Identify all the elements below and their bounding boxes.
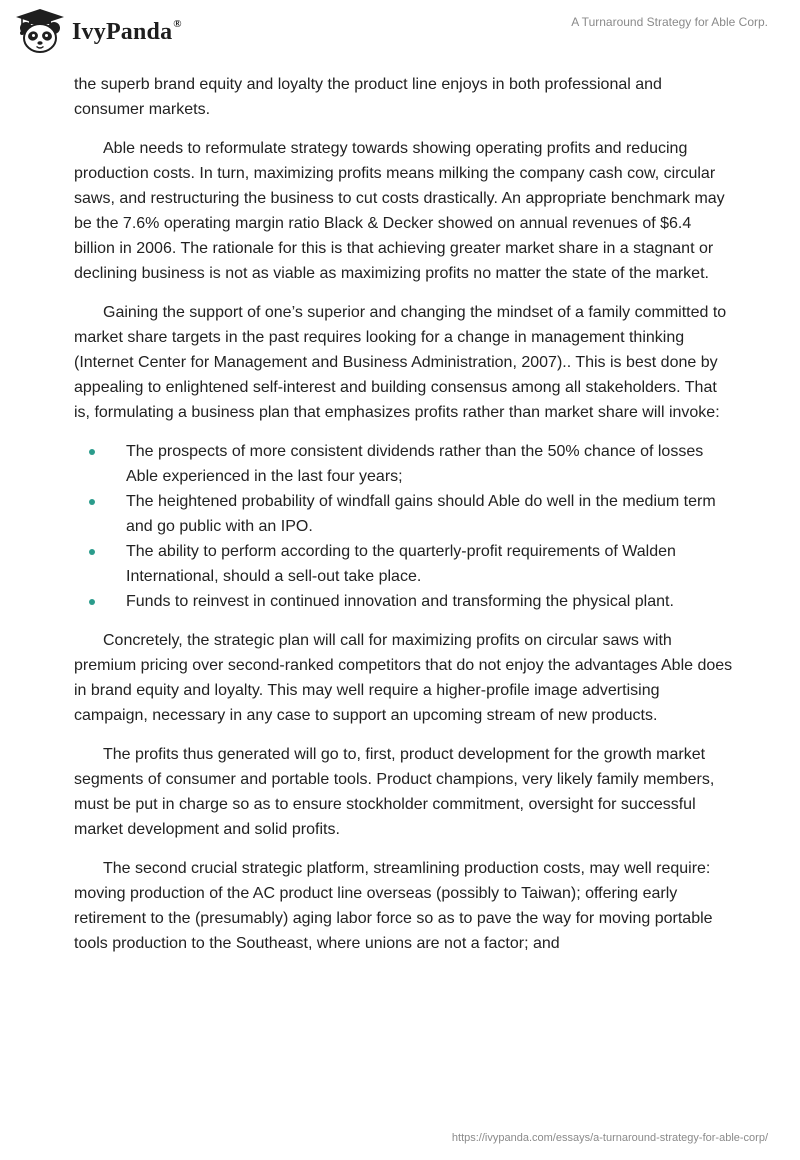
bullet-list bbox=[74, 439, 734, 614]
paragraph: The profits thus generated will go to, first, product development for the growth market segments of consumer and portable tools. Product champions, very likely family members, must be put in charge so as to ensure stockholder commitment, oversight for successful market development and solid profits. bbox=[74, 746, 715, 838]
bullet-dot-icon bbox=[89, 499, 95, 505]
list-item-text: The heightened probability of windfall gains should Able do well in the medium term and go public with an IPO. bbox=[126, 493, 716, 535]
paragraph: Able needs to reformulate strategy towards showing operating profits and reducing production costs. In turn, maximizing profits means milking the company cash cow, circular saws, and restructuring the business to cut costs drastically. An appropriate benchmark may be the 7.6% operating margin ratio Black & Decker showed on annual revenues of $6.4 billion in 2006. The rationale for this is that achieving greater market share in a stagnant or declining business is not as viable as maximizing profits no matter the state of the market. bbox=[74, 140, 725, 282]
list-item bbox=[74, 489, 734, 539]
list-item bbox=[74, 439, 734, 489]
bullet-dot-icon bbox=[89, 449, 95, 455]
bullet-dot-icon bbox=[89, 599, 95, 605]
brand-logo[interactable] bbox=[14, 8, 182, 54]
list-item-text: The ability to perform according to the quarterly-profit requirements of Walden International, should a sell-out take place. bbox=[126, 543, 676, 585]
list-item-text: Funds to reinvest in continued innovation and transforming the physical plant. bbox=[126, 593, 674, 610]
list-item bbox=[74, 589, 734, 614]
registered-mark: ® bbox=[173, 17, 182, 30]
paragraph: Gaining the support of one’s superior and changing the mindset of a family committed to market share targets in the past requires looking for a change in management thinking (Internet Center for Management and Business Administration, 2007).. This is best done by appealing to enlightened self-interest and building consensus among all stakeholders. That is, formulating a business plan that emphasizes profits rather than market share will invoke: bbox=[74, 304, 727, 421]
bullet-dot-icon bbox=[89, 549, 95, 555]
page-header bbox=[0, 0, 800, 66]
paragraph: Concretely, the strategic plan will call for maximizing profits on circular saws with premium pricing over second-ranked competitors that do not enjoy the advantages Able does in brand equity and loyalty. This may well require a higher-profile image advertising campaign, necessary in any case to support an upcoming stream of new products. bbox=[74, 632, 733, 724]
list-item bbox=[74, 539, 734, 589]
brand-name bbox=[72, 19, 182, 46]
list-item-text: The prospects of more consistent dividends rather than the 50% chance of losses Able experienced in the last four years; bbox=[126, 443, 704, 485]
paragraph: The second crucial strategic platform, streamlining production costs, may well require: moving production of the AC product line overseas (possibly to Taiwan); offering early retirement to the (presumably) aging labor force so as to pave the way for moving portable tools production to the Southeast, where unions are not a factor; and bbox=[74, 860, 713, 952]
document-title: A Turnaround Strategy for Able Corp. bbox=[571, 15, 768, 29]
essay-body bbox=[74, 72, 734, 970]
footer-url-link[interactable]: https://ivypanda.com/essays/a-turnaround-strategy-for-able-corp/ bbox=[451, 1132, 768, 1144]
paragraph: the superb brand equity and loyalty the product line enjoys in both professional and consumer markets. bbox=[74, 76, 662, 118]
panda-graduate-icon bbox=[14, 8, 66, 54]
brand-name-text: IvyPanda bbox=[72, 18, 173, 45]
